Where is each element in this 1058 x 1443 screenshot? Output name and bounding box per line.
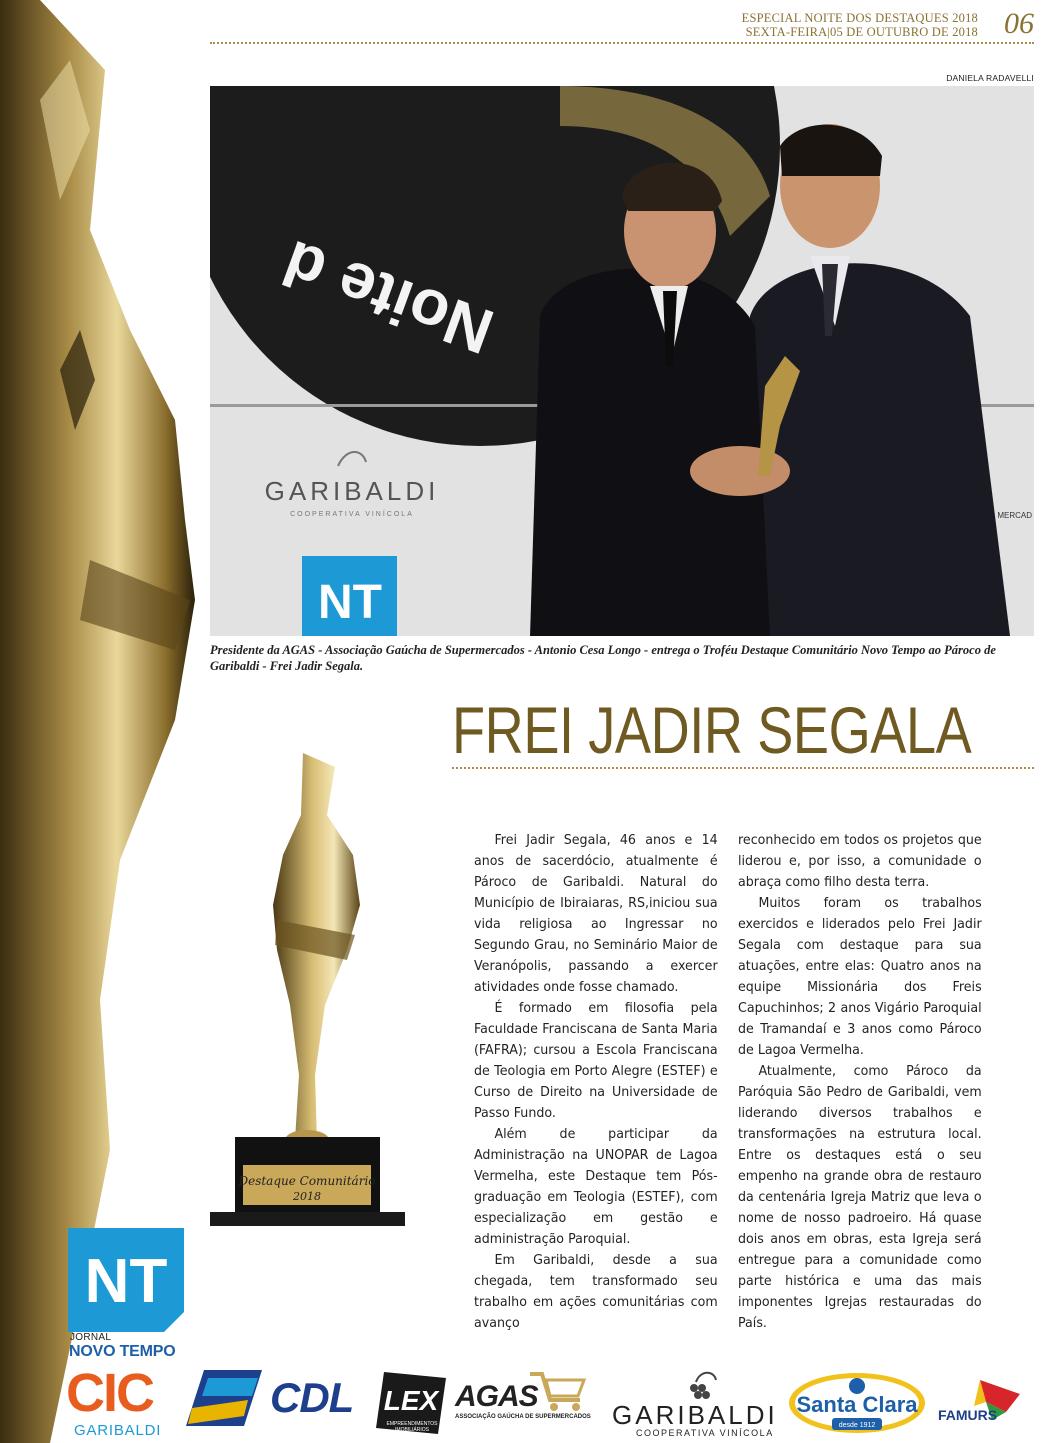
article-paragraph-continued: reconhecido em todos os projetos que liderou e, por isso, a comunidade o abraça como filho desta terra.	[738, 832, 982, 890]
lex-logo-text: LEX	[383, 1385, 439, 1416]
article-paragraph: Além de participar da Administração na UNOPAR de Lagoa Vermelha, este Destaque tem Pós-graduação em Teologia (ESTEF), com especialização em gestão e administração Paroquial.	[474, 1126, 718, 1247]
award-ceremony-photo	[210, 86, 1034, 636]
article-paragraph: Frei Jadir Segala, 46 anos e 14 anos de sacerdócio, atualmente é Pároco de Garibaldi. Natural do Município de Ibiraiaras, RS,iniciou sua vida religiosa ao Ingressar no Segundo Grau, no Seminário Maior de Veranópolis, passando a exercer atividades onde fosse chamado.	[474, 832, 718, 995]
article-paragraph: Atualmente, como Pároco da Paróquia São Pedro de Garibaldi, vem liderando diversos trabalhos e transformações na estrutura local. Entre os destaques está o seu empenho na grande obra de restauro da centenária Igreja Matriz que leva o nome de nosso padroeiro. Há quase dois anos em obras, esta Igreja será entregue para a comunidade como parte histórica e uma das mais imponentes Igrejas restauradas do País.	[738, 1063, 982, 1331]
newspaper-name: NOVO TEMPO	[69, 1343, 176, 1360]
santa-clara-sub: desde 1912	[838, 1422, 876, 1429]
article-paragraph: É formado em filosofia pela Faculdade Franciscana de Santa Maria (FAFRA); cursou a Escola Franciscana de Teologia em Porto Alegre (ESTEF) e Curso de Direito na Universidade de Passo Fundo.	[474, 1000, 718, 1121]
cic-logo-sub: GARIBALDI	[74, 1422, 162, 1439]
headline-divider	[452, 767, 1034, 769]
lex-logo-sub: EMPREENDIMENTOS IMOBILIÁRIOS	[386, 1421, 438, 1433]
agas-logo: AGAS	[455, 1380, 538, 1413]
article-paragraph: Muitos foram os trabalhos exercidos e liderados pelo Frei Jadir Segala com destaque para sua atuações, entre elas: Quatro anos na equipe Missionária dos Freis Capuchinhos; 2 anos Vigário Paroquial de Tramandaí e 3 anos como Pároco de Lagoa Vermelha.	[738, 895, 982, 1058]
backdrop-logo-sub: COOPERATIVA VINÍCOLA	[290, 511, 414, 518]
grape-icon	[682, 1368, 720, 1400]
plaque-title: Destaque Comunitário	[238, 1174, 376, 1188]
backdrop-nt-text: NT	[318, 576, 382, 629]
article-column-1	[474, 830, 718, 1334]
cic-logo: CIC	[66, 1363, 153, 1423]
newspaper-label-small: JORNAL	[70, 1332, 112, 1343]
garibaldi-logo-sub: COOPERATIVA VINÍCOLA	[636, 1428, 774, 1438]
newspaper-logo-mark: NT	[84, 1247, 168, 1316]
famurs-text: FAMURS	[938, 1407, 998, 1423]
famurs-logo	[936, 1376, 1024, 1436]
edition-title: ESPECIAL NOITE DOS DESTAQUES 2018	[741, 11, 978, 25]
main-photo	[210, 86, 1034, 636]
agas-logo-sub: ASSOCIAÇÃO GAÚCHA DE SUPERMERCADOS	[455, 1414, 591, 1420]
photo-caption: Presidente da AGAS - Associação Gaúcha de Supermercados - Antonio Cesa Longo - entrega o Troféu Destaque Comunitário Novo Tempo ao Pároco de Garibaldi - Frei Jadir Segala.	[210, 643, 996, 673]
newspaper-logo	[68, 1228, 184, 1332]
edition-date: SEXTA-FEIRA|05 DE OUTUBRO DE 2018	[745, 25, 978, 39]
backdrop-right-text: MERCAD	[997, 511, 1032, 520]
garibaldi-logo: GARIBALDI	[612, 1400, 778, 1430]
photo-credit: DANIELA RADAVELLI	[946, 73, 1034, 83]
article-headline: FREI JADIR SEGALA	[452, 693, 972, 767]
trophy-background-image	[0, 0, 200, 1443]
cdl-logo: CDL	[270, 1374, 354, 1421]
article-column-2	[738, 830, 982, 1334]
santa-clara-logo	[788, 1372, 926, 1434]
backdrop-logo-text: GARIBALDI	[264, 476, 440, 506]
header-divider	[210, 42, 1034, 44]
backdrop-event-text: Noite d	[273, 226, 503, 369]
santa-clara-text: Santa Clara	[796, 1392, 918, 1417]
cdl-logo-mark	[186, 1370, 262, 1426]
trophy-image	[205, 745, 410, 1230]
page-number: 06	[1004, 7, 1034, 40]
shopping-cart-icon	[528, 1370, 586, 1412]
plaque-year: 2018	[293, 1190, 321, 1203]
article-paragraph: Em Garibaldi, desde a sua chegada, tem transformado seu trabalho em ações comunitárias com avanço	[474, 1252, 718, 1331]
